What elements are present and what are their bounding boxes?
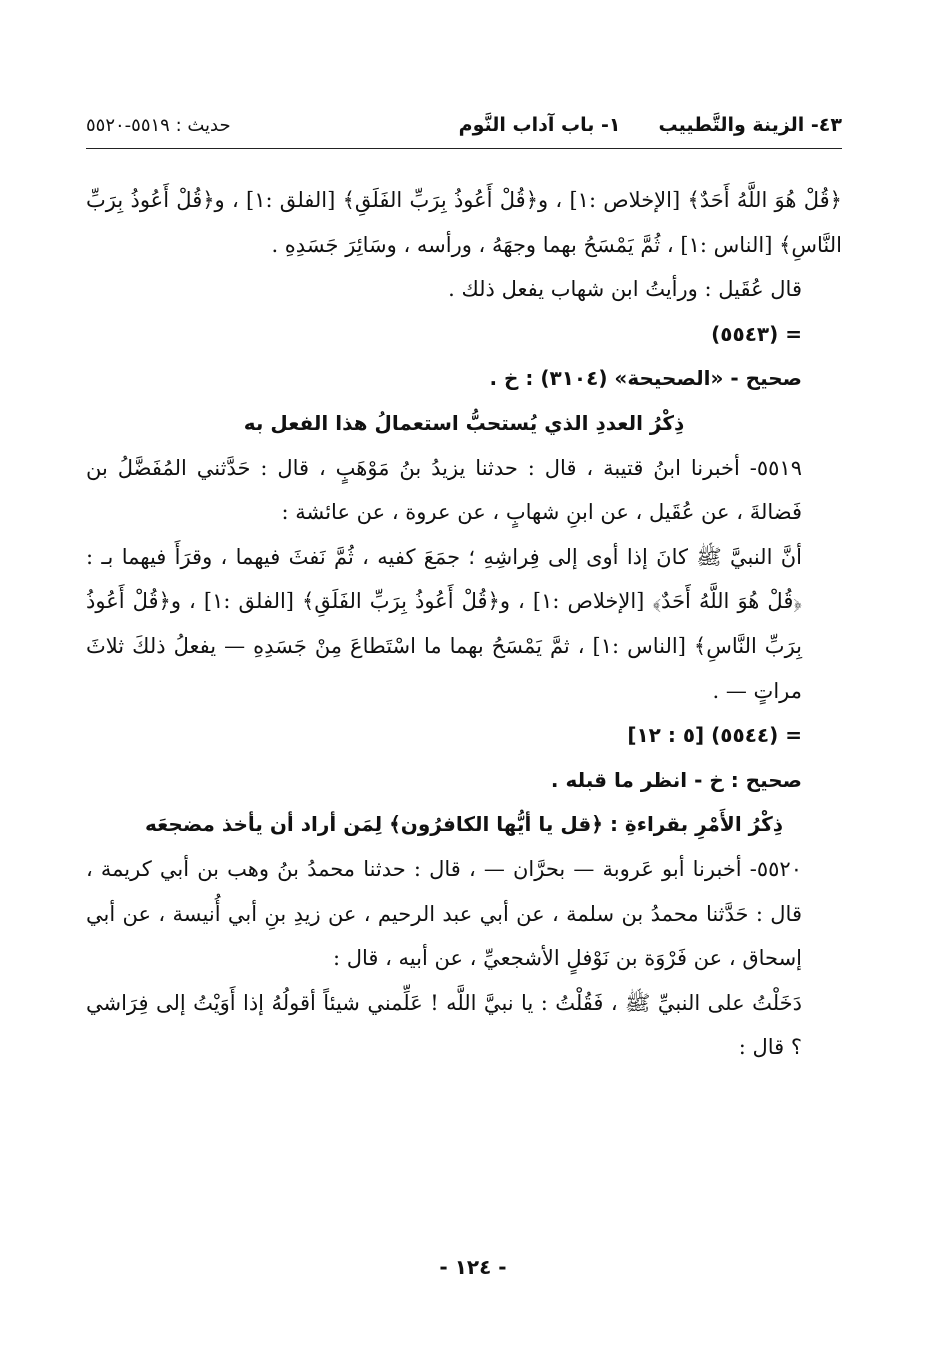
hadith-grade: صحيح : خ - انظر ما قبله . <box>550 767 802 792</box>
section-heading: ذِكْرُ الأَمْرِ بقراءةِ : ﴿قل يا أيُّها الكافرُون﴾ لِمَن أراد أن يأخذ مضجعَه <box>145 812 783 837</box>
running-header <box>86 108 842 142</box>
text-paragraph: ﴿قُلْ هُوَ اللَّهُ أَحَدٌ﴾ [الإخلاص :١] ، و﴿قُلْ أَعُوذُ بِرَبِّ الفَلَقِ﴾ [الفلق :١] ، و﴿قُلْ أَعُوذُ بِرَبِّ النَّاسِ﴾ [الناس :١] ، ثُمَّ يَمْسَحُ بهما وجهَهُ ، ورأسه ، وسَائِرَ جَسَدِهِ . <box>86 188 842 257</box>
page-number: - ١٢٤ - <box>439 1255 507 1279</box>
section-heading: ذِكْرُ العددِ الذي يُستحبُّ استعمالُ هذا الفعل به <box>243 410 685 435</box>
hadith-matn: دَخَلْتُ على النبيِّ ﷺ ، فَقُلْتُ : يا نبيَّ اللَّه ! عَلِّمني شيئاً أقولُهُ إذا أَوَيْتُ إلى فِرَاشي ؟ قال : <box>86 990 802 1060</box>
cross-reference: = (٥٥٤٣) <box>711 321 802 346</box>
hadith-grade: صحيح - «الصحيحة» (٣١٠٤) : خ . <box>489 366 802 391</box>
hadith-range: حديث : ٥٥١٩-٥٥٢٠ <box>86 114 231 136</box>
cross-reference: = (٥٥٤٤) [٥ : ١٢] <box>627 723 802 748</box>
chapter-title: ٤٣- الزينة والتَّطييب <box>658 114 842 136</box>
page-body <box>86 178 842 1070</box>
hadith-isnad: ٥٥١٩- أخبرنا ابنُ قتيبة ، قال : حدثنا يزيدُ بنُ مَوْهَبٍ ، قال : حَدَّثني المُفَضَّلُ بن فَضالةَ ، عن عُقَيل ، عن ابنِ شهابٍ ، عن عروة ، عن عائشة : <box>86 455 802 525</box>
hadith-isnad: ٥٥٢٠- أخبرنا أبو عَروبة — بحرَّان — ، قال : حدثنا محمدُ بنُ وهب بن أبي كريمة ، قال : حَدَّثنا محمدُ بن سلمة ، عن أبي عبد الرحيم ، عن زيدِ بنِ أبي أُنيسة ، عن أبي إسحاق ، عن فَرْوَة بن نَوْفلٍ الأشجعيِّ ، عن أبيه ، قال : <box>86 856 802 971</box>
section-title: ١- باب آداب النَّوم <box>458 114 621 136</box>
hadith-matn: أنَّ النبيَّ ﷺ كانَ إذا أوى إلى فِراشِهِ ؛ جمَعَ كفيه ، ثُمَّ نَفثَ فيهما ، وقرَأَ فيهما بـ : ﴿قُلْ هُوَ اللَّهُ أَحَدٌ﴾ [الإخلاص :١] ، و﴿قُلْ أَعُوذُ بِرَبِّ الفَلَقِ﴾ [الفلق :١] ، و﴿قُلْ أَعُوذُ بِرَبِّ النَّاسِ﴾ [الناس :١] ، ثمَّ يَمْسَحُ بهما ما اسْتَطاعَ مِنْ جَسَدِهِ — يفعلُ ذلكَ ثلاثَ مراتٍ — . <box>86 544 803 703</box>
text-paragraph: قال عُقَيل : ورأيتُ ابن شهاب يفعل ذلك . <box>448 277 802 302</box>
header-titles <box>459 114 842 136</box>
header-divider <box>86 148 842 149</box>
